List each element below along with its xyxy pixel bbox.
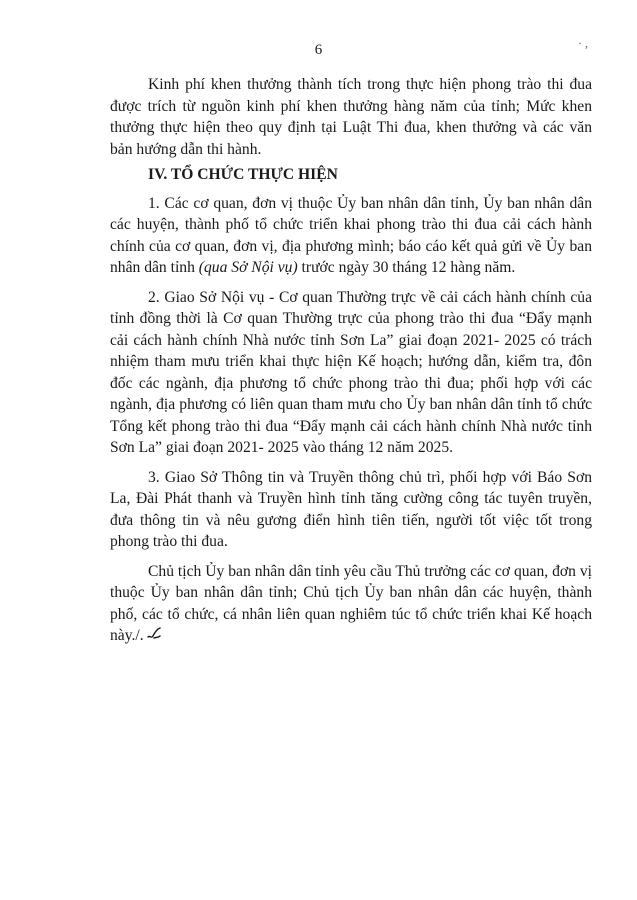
document-body <box>110 74 592 655</box>
item-1-deadline: trước ngày 30 tháng 12 hàng năm. <box>301 259 516 276</box>
item-1-text: 1. Các cơ quan, đơn vị thuộc Ủy ban nhân dân tỉnh, Ủy ban nhân dân các huyện, thành phố tổ chức triển khai phong trào thi đua cải cách hành chính của cơ quan, đơn vị, địa phương mình; báo cáo kết quả gửi về Ủy ban nhân dân tỉnh <box>110 194 592 276</box>
item-3-paragraph: 3. Giao Sở Thông tin và Truyền thông chủ trì, phối hợp với Báo Sơn La, Đài Phát thanh và Truyền hình tỉnh tăng cường công tác tuyên truyền, đưa thông tin và nêu gương điển hình tiên tiến, người tốt việc tốt trong phong trào thi đua. <box>110 468 592 550</box>
initial-check-icon <box>146 626 162 642</box>
scan-mark: · , <box>578 36 588 50</box>
closing-paragraph <box>110 561 592 647</box>
page-number: 6 <box>314 42 323 58</box>
closing-text: Chủ tịch Ủy ban nhân dân tỉnh yêu cầu Thủ trưởng các cơ quan, đơn vị thuộc Ủy ban nhân dân tỉnh; Chủ tịch Ủy ban nhân dân các huyện, thành phố, các tổ chức, cá nhân liên quan nghiêm túc tổ chức triển khai Kế hoạch này./. <box>110 562 592 644</box>
funding-paragraph: Kinh phí khen thưởng thành tích trong thực hiện phong trào thi đua được trích từ nguồn kinh phí khen thưởng hàng năm của tỉnh; Mức khen thưởng thực hiện theo quy định tại Luật Thi đua, khen thưởng và các văn bản hướng dẫn thi hành. <box>110 76 592 158</box>
item-2-paragraph: 2. Giao Sở Nội vụ - Cơ quan Thường trực về cải cách hành chính của tỉnh đồng thời là Cơ quan Thường trực của phong trào thi đua “Đẩy mạnh cải cách hành chính Nhà nước tỉnh Sơn La” giai đoạn 2021- 2025 có trách nhiệm tham mưu triển khai thực hiện Kế hoạch; hướng dẫn, kiểm tra, đôn đốc các ngành, địa phương tổ chức phong trào thi đua; phối hợp với các ngành, địa phương có liên quan tham mưu cho Ủy ban nhân dân tỉnh tổ chức Tổng kết phong trào thi đua “Đẩy mạnh cải cách hành chính Nhà nước tỉnh Sơn La” giai đoạn 2021- 2025 vào tháng 12 năm 2025. <box>110 288 592 456</box>
section-heading: IV. TỔ CHỨC THỰC HIỆN <box>148 166 338 183</box>
item-1-italic-note: (qua Sở Nội vụ) <box>198 259 298 276</box>
item-1-paragraph <box>110 193 592 279</box>
